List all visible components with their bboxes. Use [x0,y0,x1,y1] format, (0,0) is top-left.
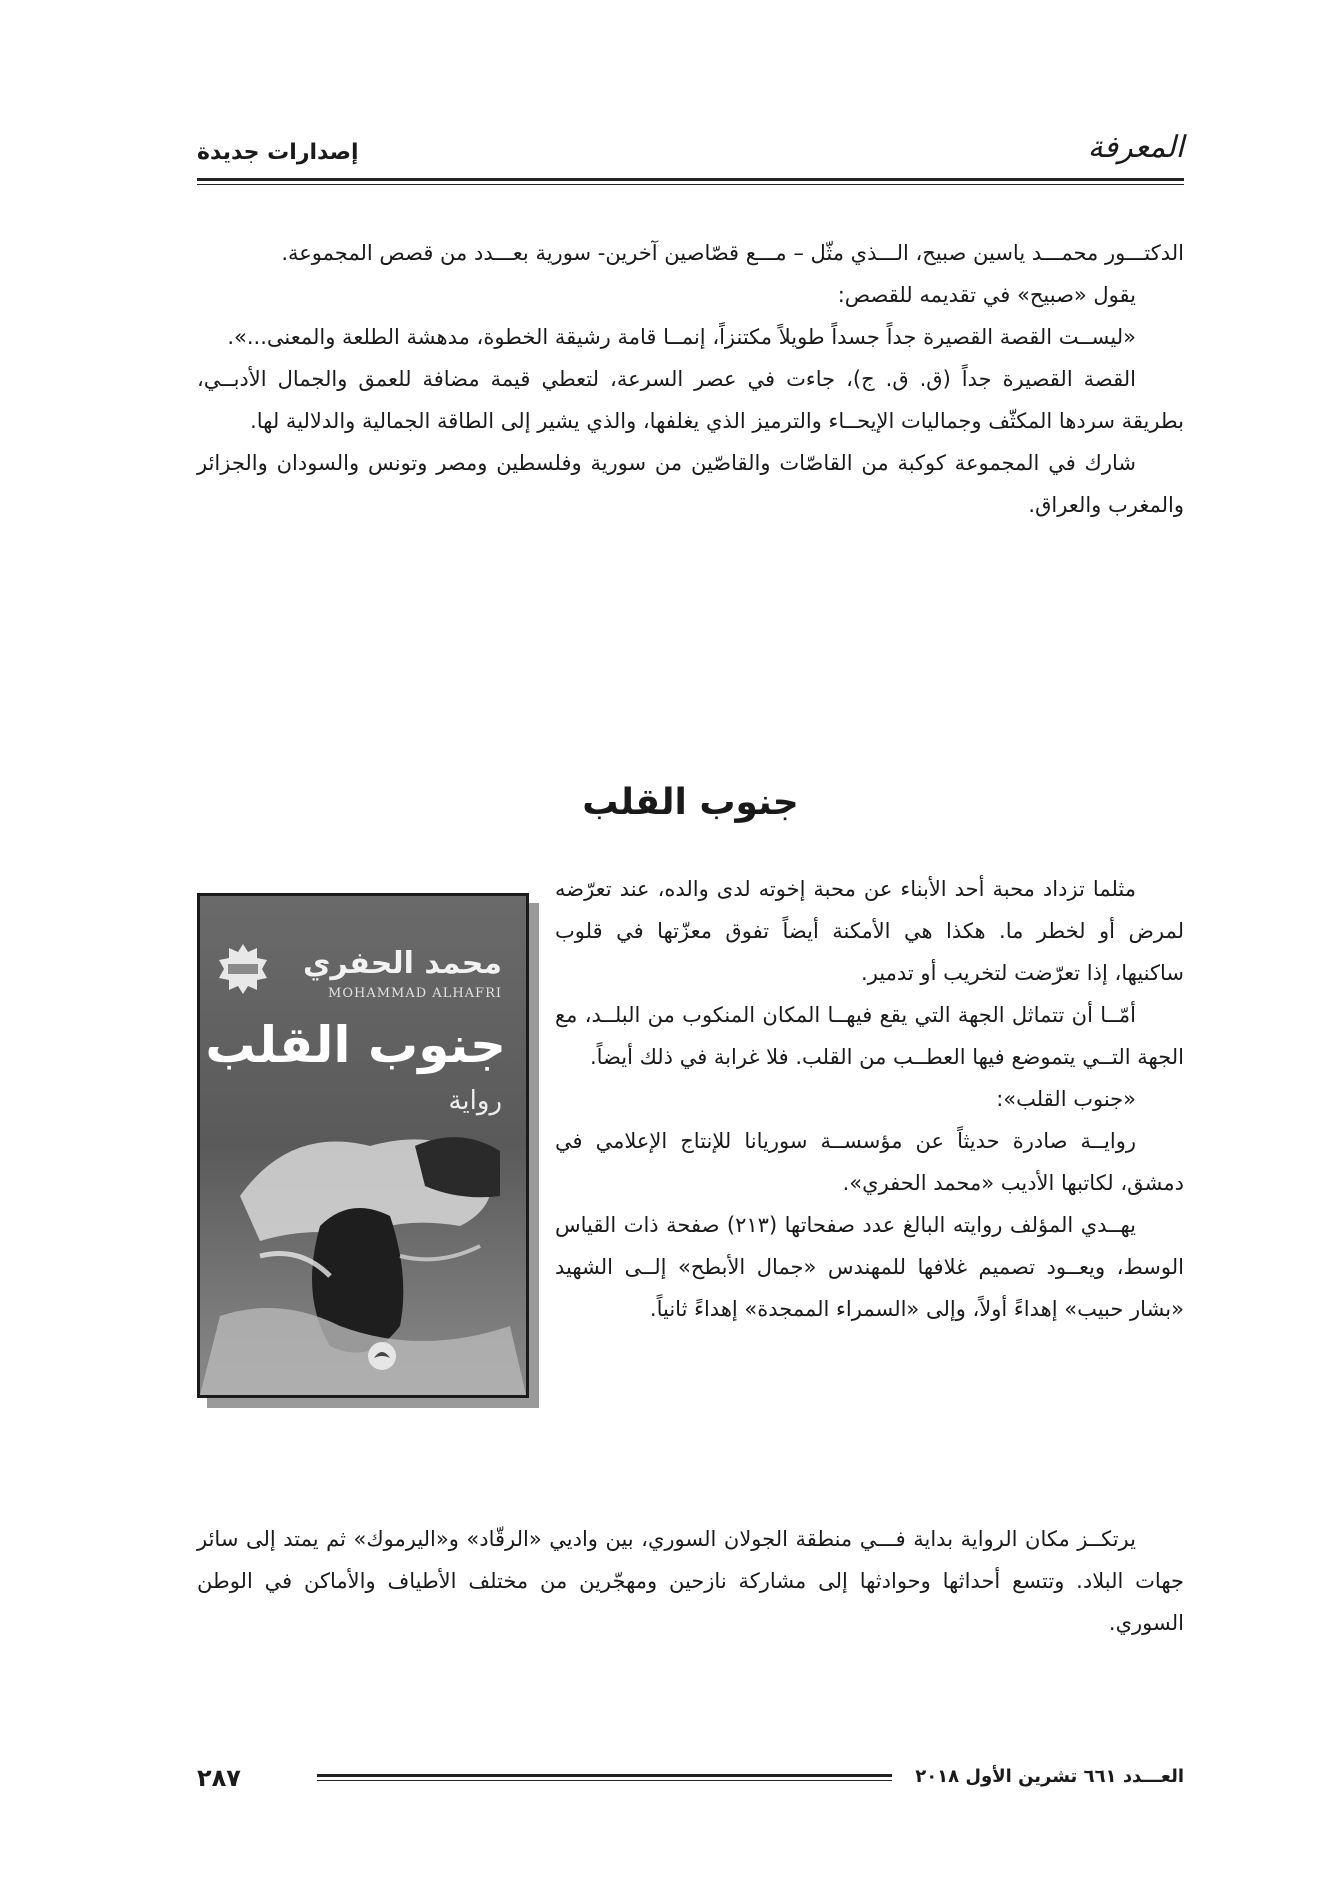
issue-info: العـــدد ٦٦١ تشرين الأول ٢٠١٨ [915,1766,1184,1787]
page-header [197,120,1184,188]
footer-rule-thin [317,1780,892,1781]
magazine-logo: المعرفة [1087,130,1184,165]
paragraph: القصة القصيرة جداً (ق. ق. ج)، جاءت في عصر السرعة، لتعطي قيمة مضافة للعمق والجمال الأدبــي، بطريقة سردها المكثّف وجماليات الإيحــاء والترميز الذي يغلفها، والذي يشير إلى الطاقة الجمالية والدلالية لها. [197,367,1184,433]
paragraph: «ليســت القصة القصيرة جداً جسداً طويلاً مكتنزاً، إنمــا قامة رشيقة الخطوة، مدهشة الطلعة والمعنى...». [227,325,1136,349]
paragraph: الدكتـــور محمـــد ياسين صبيح، الـــذي مثّل – مـــع قصّاصين آخرين- سورية بعـــدد من قصص المجموعة. [281,241,1184,265]
book-cover-image [197,893,529,1398]
paragraph: «جنوب القلب»: [996,1087,1136,1111]
article-full-text [197,1518,1184,1644]
article-column-text [555,868,1184,1330]
header-rule [197,178,1184,181]
paragraph: روايــة صادرة حديثاً عن مؤسســة سوريانا للإنتاج الإعلامي في دمشق، لكاتبها الأديب «محمد الحفري». [555,1129,1184,1195]
paragraph: يقول «صبيح» في تقديمه للقصص: [837,283,1136,307]
page-footer [197,1760,1184,1800]
intro-text [197,232,1184,526]
cover-author-arabic: محمد الحفري [303,946,502,981]
paragraph: شارك في المجموعة كوكبة من القاصّات والقاصّين من سورية وفلسطين ومصر وتونس والسودان والجزائر والمغرب والعراق. [197,451,1184,517]
footer-rule [317,1774,892,1777]
page-number: ٢٨٧ [197,1764,241,1792]
paragraph: يرتكــز مكان الرواية بداية فـــي منطقة الجولان السوري، بين واديي «الرقّاد» و«اليرموك» ثم يمتد إلى سائر جهات البلاد. وتتسع أحداثها وحوادثها إلى مشاركة نازحين ومهجّرين من مختلف الأطياف والأماكن في الوطن السوري. [197,1527,1184,1635]
cover-title: جنوب القلب [205,1016,506,1074]
paragraph: أمّــا أن تتماثل الجهة التي يقع فيهــا المكان المنكوب من البلــد، مع الجهة التــي يتموضع فيها العطــب من القلب. فلا غرابة في ذلك أيضاً. [555,1003,1184,1069]
cover-author-english: MOHAMMAD ALHAFRI [328,986,502,1001]
publisher-logo-icon [366,1340,398,1372]
cover-genre: رواية [448,1086,502,1116]
header-rule-thin [197,184,1184,185]
section-title: إصدارات جديدة [197,140,359,165]
article-title: جنوب القلب [582,782,799,823]
paragraph: يهــدي المؤلف روايته البالغ عدد صفحاتها (٢١٣) صفحة ذات القياس الوسط، ويعــود تصميم غلافها للمهندس «جمال الأبطح» إلــى الشهيد «بشار حبيب» إهداءً أولاً، وإلى «السمراء الممجدة» إهداءً ثانياً. [555,1213,1184,1321]
badge-icon [216,942,270,996]
paragraph: مثلما تزداد محبة أحد الأبناء عن محبة إخوته لدى والده، عند تعرّضه لمرض أو لخطر ما. هكذا هي الأمكنة أيضاً تفوق معزّتها في قلوب ساكنيها، إذا تعرّضت لتخريب أو تدمير. [555,877,1184,985]
